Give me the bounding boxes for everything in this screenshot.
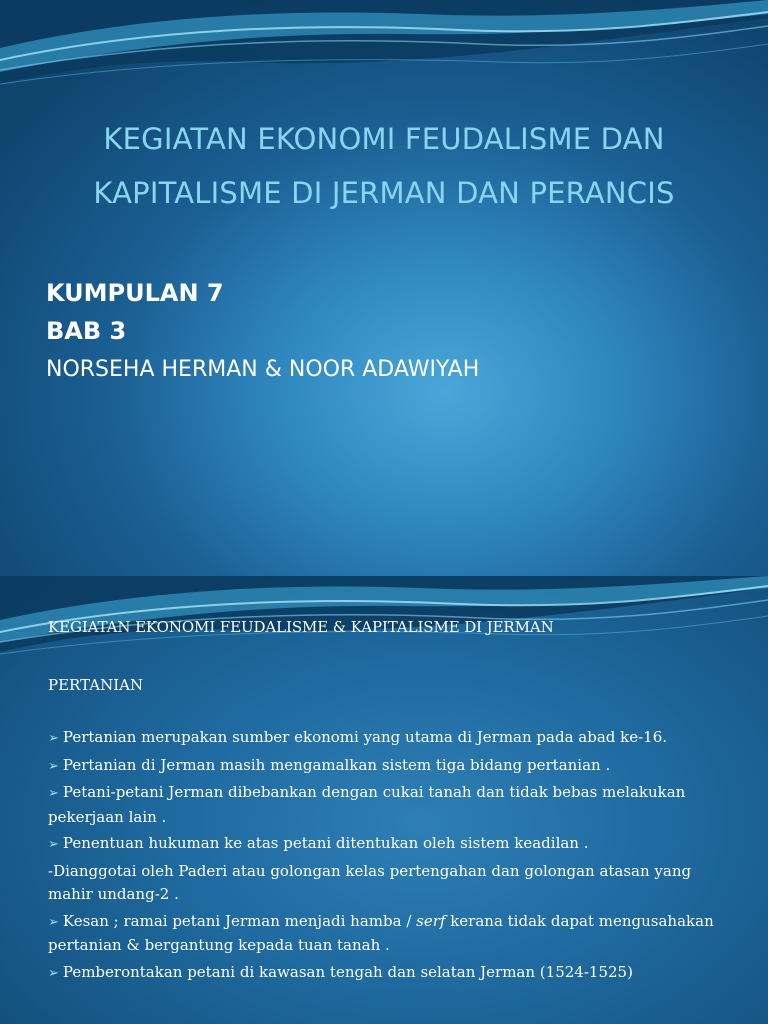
list-item [48, 860, 720, 907]
list-item-text: Kesan ; ramai petani Jerman menjadi hamba / [62, 911, 417, 930]
list-item-text: Petani-petani Jerman dibebankan dengan cukai tanah dan tidak bebas melakukan pekerjaan lain . [48, 783, 686, 826]
list-item-text: Pemberontakan petani di kawasan tengah dan selatan Jerman (1524-1525) [62, 962, 633, 981]
arrow-bullet-icon: ➢ [48, 914, 59, 930]
bullet-list [48, 726, 720, 988]
list-item [48, 726, 720, 751]
arrow-bullet-icon: ➢ [48, 837, 59, 852]
section-heading: PERTANIAN [48, 676, 144, 694]
authors-label: NORSEHA HERMAN & NOOR ADAWIYAH [46, 357, 480, 382]
serf-term: serf [416, 911, 446, 930]
arrow-bullet-icon: ➢ [48, 731, 59, 746]
slide-title-heading [20, 112, 748, 220]
title-line-2: KAPITALISME DI JERMAN DAN PERANCIS [93, 176, 675, 210]
list-item-text: Pertanian di Jerman masih mengamalkan sistem tiga bidang pertanian . [62, 755, 611, 774]
list-item [48, 781, 720, 829]
list-item-text: Penentuan hukuman ke atas petani ditentukan oleh sistem keadilan . [62, 834, 589, 852]
slide-content [0, 576, 768, 1024]
title-line-1: KEGIATAN EKONOMI FEUDALISME DAN [103, 122, 665, 156]
list-item-text: -Dianggotai oleh Paderi atau golongan kelas pertengahan dan golongan atasan yang mahir undang-2 . [48, 861, 692, 903]
wave-decoration [0, 0, 768, 110]
arrow-bullet-icon: ➢ [48, 758, 59, 774]
list-item [48, 961, 720, 986]
group-label: KUMPULAN 7 [46, 279, 224, 307]
list-item-text: Pertanian merupakan sumber ekonomi yang utama di Jerman pada abad ke-16. [62, 728, 668, 746]
list-item-text: kerana tidak dapat mengusahakan pertanian & bergantung kepada tuan tanah . [48, 911, 714, 954]
list-item [48, 832, 720, 857]
chapter-label: BAB 3 [46, 317, 127, 345]
content-heading: KEGIATAN EKONOMI FEUDALISME & KAPITALISME DI JERMAN [48, 618, 554, 636]
list-item [48, 910, 720, 958]
list-item [48, 754, 720, 779]
subtitle-block [46, 274, 479, 390]
arrow-bullet-icon: ➢ [48, 786, 59, 801]
arrow-bullet-icon: ➢ [48, 965, 59, 981]
